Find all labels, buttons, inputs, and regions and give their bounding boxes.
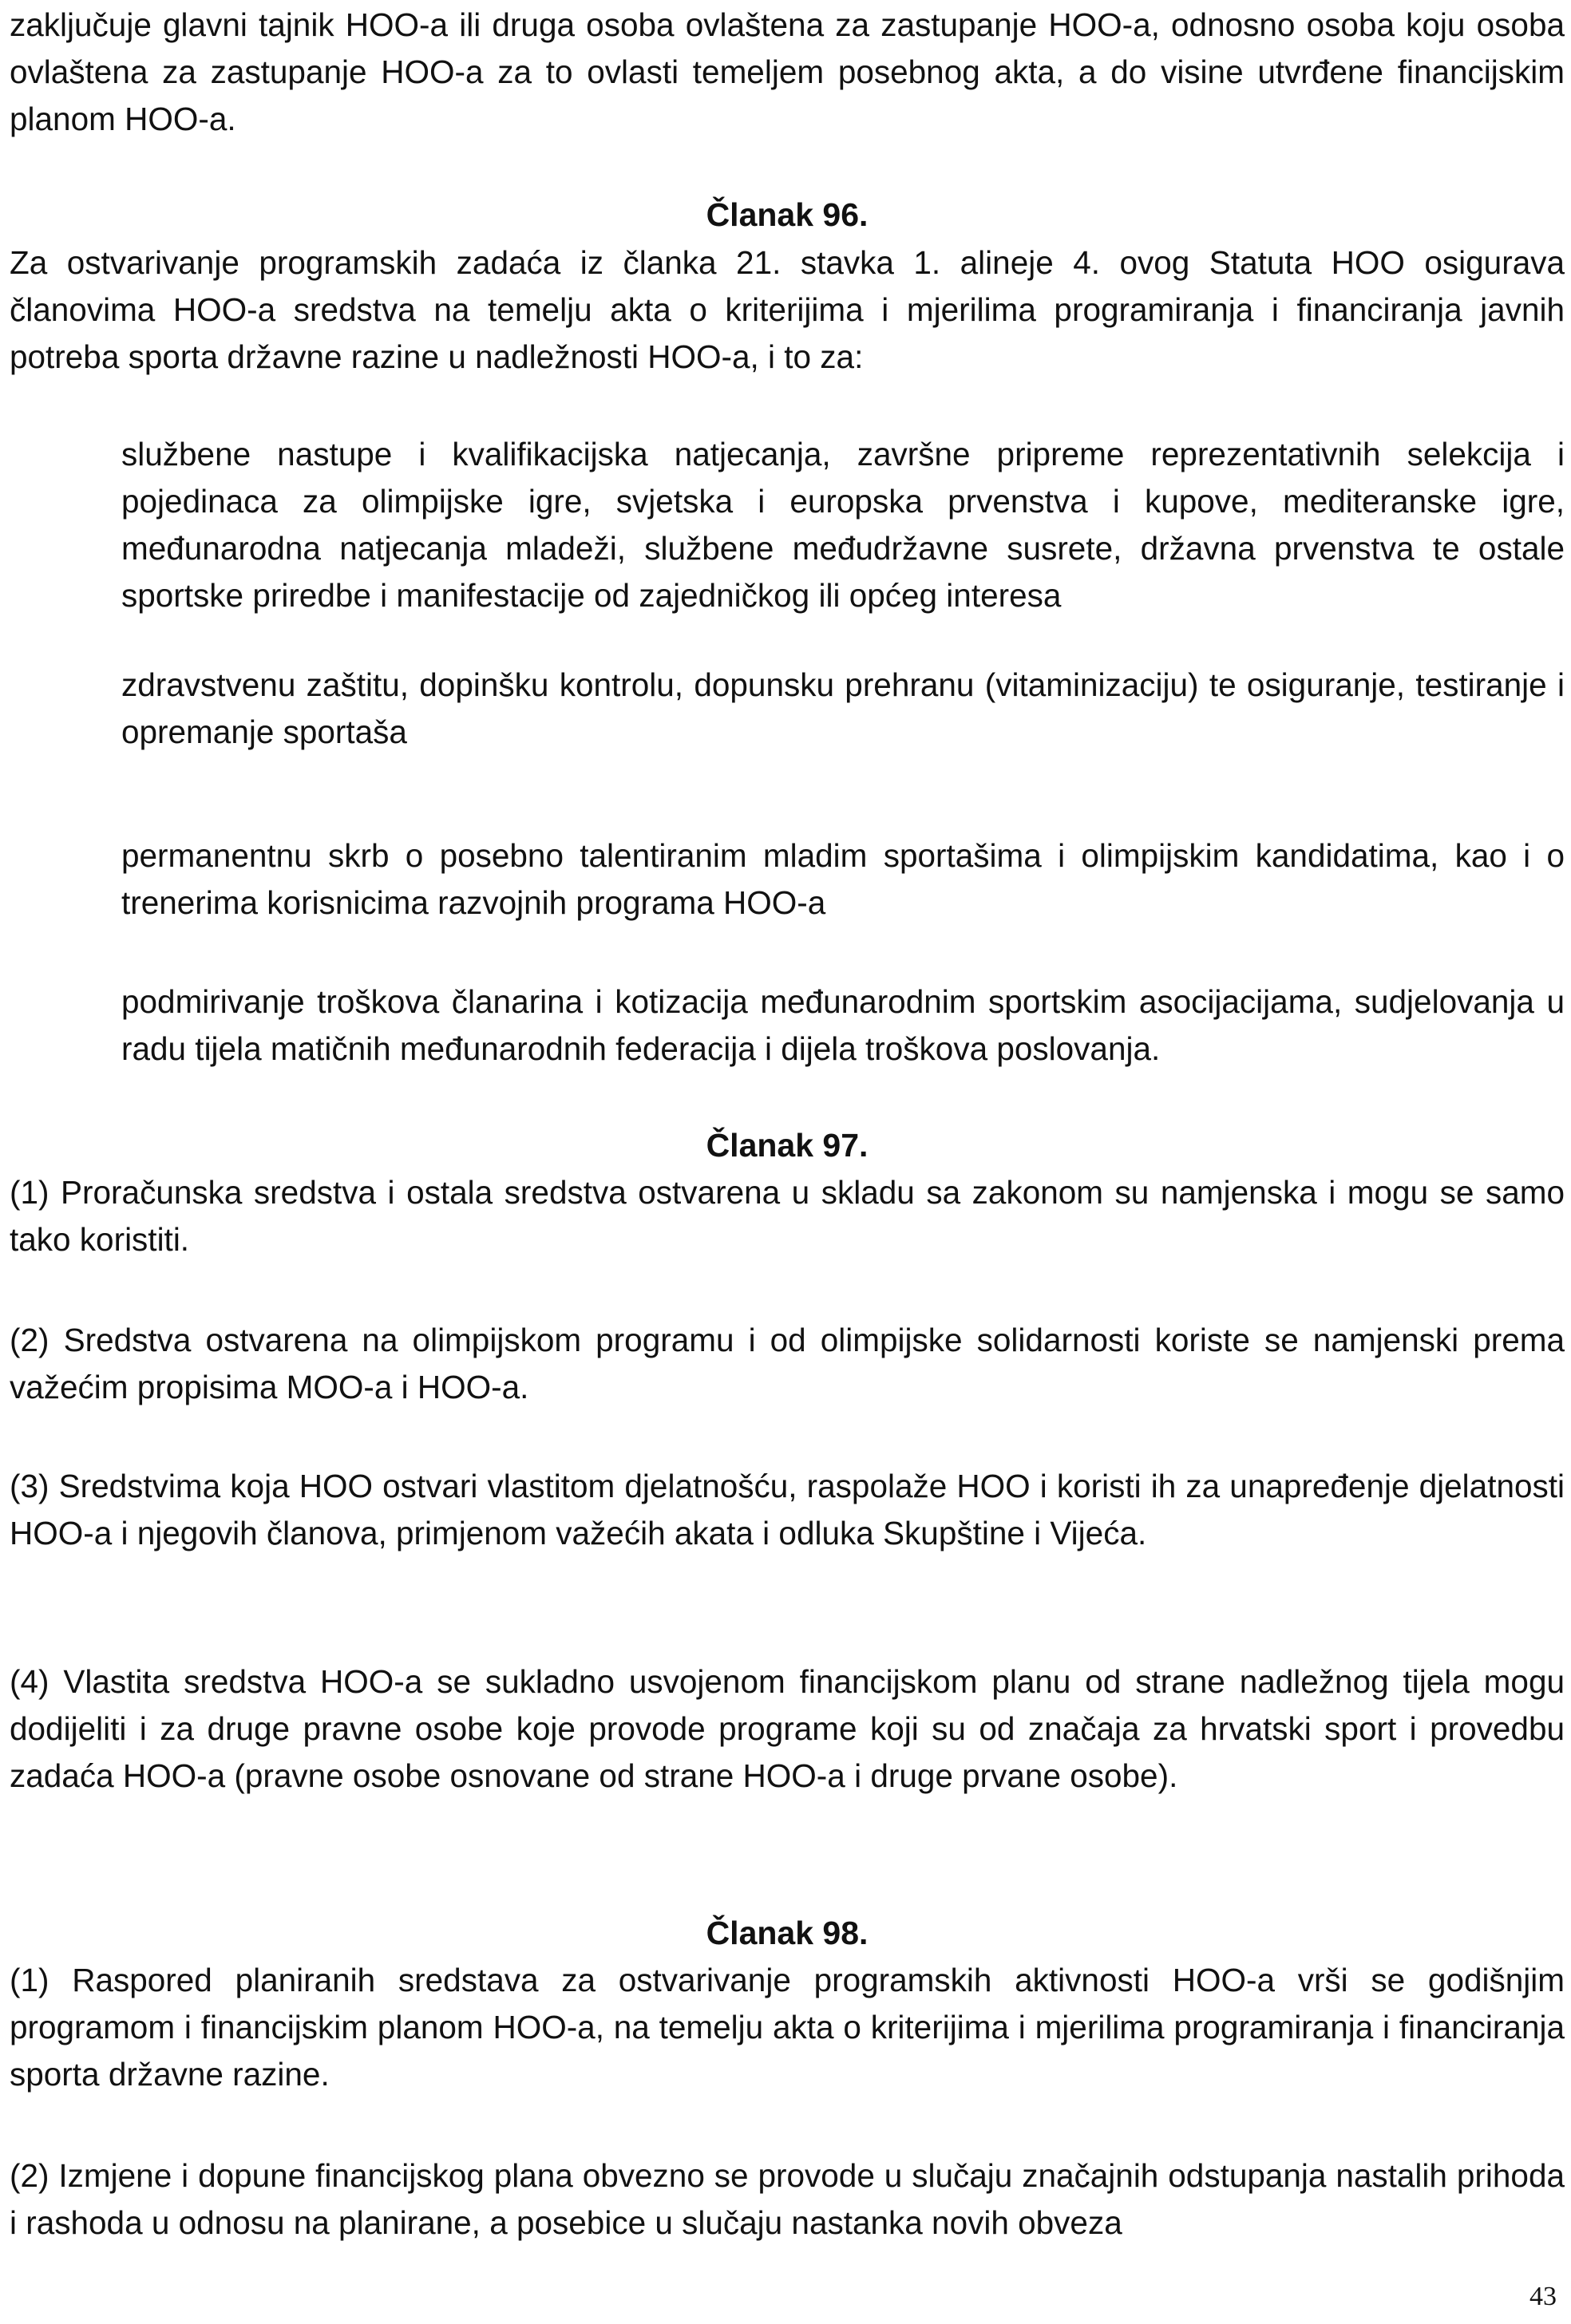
article-97-paragraph-2: (2) Sredstva ostvarena na olimpijskom programu i od olimpijske solidarnosti koriste se namjenski prema važećim propisima MOO-a i HOO-a. (10, 1322, 1565, 1405)
article-96-heading: Članak 96. (706, 196, 869, 233)
article-98-paragraph-1: (1) Raspored planiranih sredstava za ostvarivanje programskih aktivnosti HOO-a vrši se godišnjim programom i financijskim planom HOO-a, na temelju akta o kriterijima i mjerilima programiranja i financiranja sporta državne razine. (10, 1962, 1565, 2093)
page-number: 43 (1529, 2282, 1557, 2311)
article-96-item-1: službene nastupe i kvalifikacijska natjecanja, završne pripreme reprezentativnih selekcija i pojedinaca za olimpijske igre, svjetska i europska prvenstva i kupove, mediteranske igre, međunarodna natjecanja mladeži, službene međudržavne susrete, državna prvenstva te ostale sportske priredbe i manifestacije od zajedničkog ili općeg interesa (121, 436, 1565, 614)
intro-paragraph: zaključuje glavni tajnik HOO-a ili druga osoba ovlaštena za zastupanje HOO-a, odnosno osoba koju osoba ovlaštena za zastupanje HOO-a za to ovlasti temeljem posebnog akta, a do visine utvrđene financijskim planom HOO-a. (10, 6, 1565, 137)
article-98-heading: Članak 98. (706, 1915, 869, 1951)
article-97-paragraph-1: (1) Proračunska sredstva i ostala sredstva ostvarena u skladu sa zakonom su namjenska i mogu se samo tako koristiti. (10, 1174, 1565, 1258)
article-97-paragraph-4: (4) Vlastita sredstva HOO-a se sukladno usvojenom financijskom planu od strane nadležnog tijela mogu dodijeliti i za druge pravne osobe koje provode programe koji su od značaja za hrvatski sport i provedbu zadaća HOO-a (pravne osobe osnovane od strane HOO-a i druge prvane osobe). (10, 1663, 1565, 1794)
article-96-intro: Za ostvarivanje programskih zadaća iz članka 21. stavka 1. alineje 4. ovog Statuta HOO osigurava članovima HOO-a sredstva na temelju akta o kriterijima i mjerilima programiranja i financiranja javnih potreba sporta državne razine u nadležnosti HOO-a, i to za: (10, 244, 1565, 375)
article-96-item-2: zdravstvenu zaštitu, dopinšku kontrolu, dopunsku prehranu (vitaminizaciju) te osiguranje, testiranje i opremanje sportaša (121, 666, 1565, 750)
article-96-item-4: podmirivanje troškova članarina i kotizacija međunarodnim sportskim asocijacijama, sudjelovanja u radu tijela matičnih međunarodnih federacija i dijela troškova poslovanja. (121, 983, 1565, 1067)
article-98-paragraph-2: (2) Izmjene i dopune financijskog plana obvezno se provode u slučaju značajnih odstupanja nastalih prihoda i rashoda u odnosu na planirane, a posebice u slučaju nastanka novih obveza (10, 2157, 1565, 2241)
article-97-heading: Članak 97. (706, 1127, 869, 1164)
article-97-paragraph-3: (3) Sredstvima koja HOO ostvari vlastitom djelatnošću, raspolaže HOO i koristi ih za unapređenje djelatnosti HOO-a i njegovih članova, primjenom važećih akata i odluka Skupštine i Vijeća. (10, 1468, 1565, 1551)
article-96-item-3: permanentnu skrb o posebno talentiranim mladim sportašima i olimpijskim kandidatima, kao i o trenerima korisnicima razvojnih programa HOO-a (121, 837, 1565, 921)
document-page (10, 0, 1565, 2324)
